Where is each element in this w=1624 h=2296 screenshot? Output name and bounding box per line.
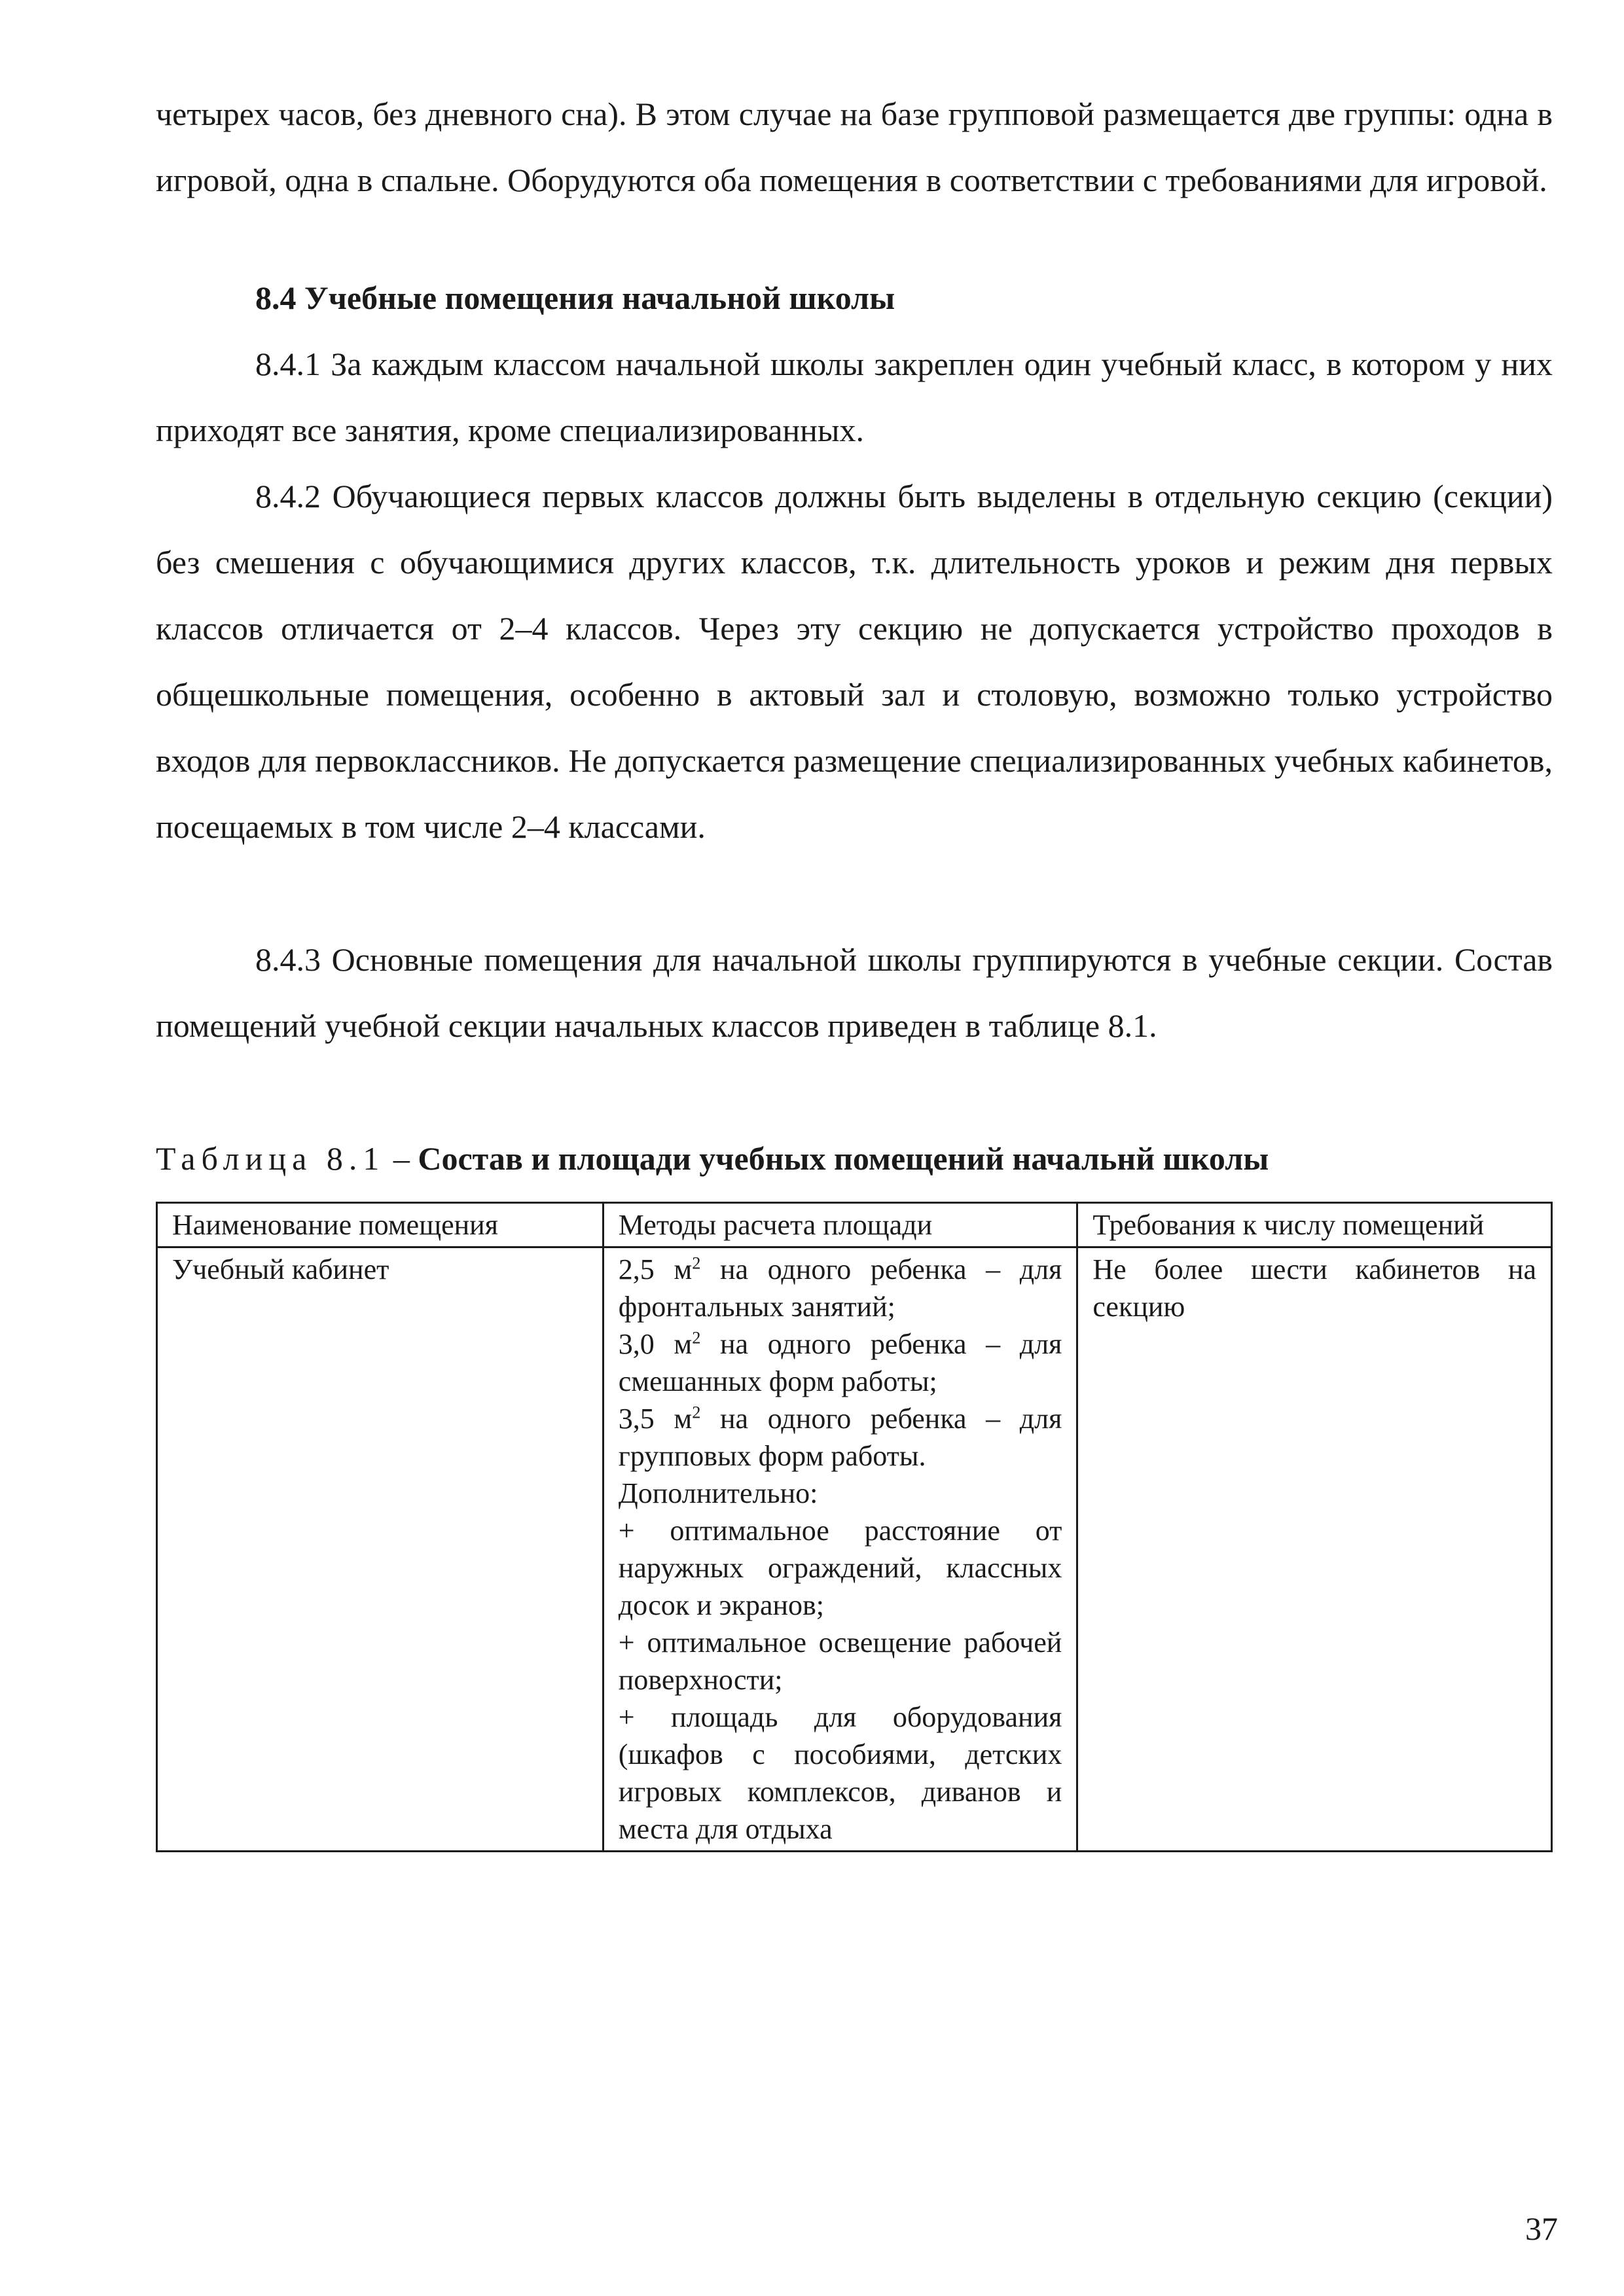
page-number: 37 [1525, 2210, 1558, 2247]
header-area-methods: Методы расчета площади [603, 1203, 1077, 1247]
section-heading: 8.4 Учебные помещения начальной школы [255, 279, 895, 316]
additional-distance: + оптимальное расстояние от наружных ограждений, классных досок и экранов; [618, 1515, 1062, 1621]
table-caption-label: Таблица 8.1 [156, 1140, 386, 1177]
header-room-name: Наименование помещения [157, 1203, 604, 1247]
method-mixed: 3,0 $м^2$ на одного ребенка – для смешанных форм работы; [618, 1327, 1062, 1397]
method-group: 3,5 $м^2$ на одного ребенка – для групповых форм работы. [618, 1402, 1062, 1472]
table-row [157, 1247, 1552, 1852]
additional-equipment-area: + площадь для оборудования (шкафов с пособиями, детских игровых комплексов, диванов и места для отдыха [618, 1701, 1062, 1845]
additional-lighting: + оптимальное освещение рабочей поверхности; [618, 1626, 1062, 1696]
paragraph-8-4-3: 8.4.3 Основные помещения для начальной школы группируются в учебные секции. Состав помещений учебной секции начальных классов приведен в таблице 8.1. [156, 941, 1553, 1044]
rooms-table [156, 1202, 1553, 1852]
paragraph-8-4-2: 8.4.2 Обучающиеся первых классов должны быть выделены в отдельную секцию (секции) без смешения с обучающимися других классов, т.к. длительность уроков и режим дня первых классов отличается от 2–4 классов. Через эту секцию не допускается устройство проходов в общешкольные помещения, особенно в актовый зал и столовую, возможно только устройство входов для первоклассников. Не допускается размещение специализированных учебных кабинетов, посещаемых в том числе 2–4 классами. [156, 478, 1553, 845]
paragraph-8-4-1: 8.4.1 За каждым классом начальной школы закреплен один учебный класс, в котором у них приходят все занятия, кроме специализированных. [156, 346, 1553, 448]
table-caption-title: Состав и площади учебных помещений начальнй школы [418, 1140, 1269, 1177]
additional-label: Дополнительно: [618, 1477, 818, 1509]
paragraph-continuation: четырех часов, без дневного сна). В этом случае на базе групповой размещается две группы: одна в игровой, одна в спальне. Оборудуются оба помещения в соответствии с требованиями для игровой. [156, 96, 1553, 198]
table-caption-dash: – [385, 1140, 418, 1177]
table-header-row [157, 1203, 1552, 1247]
table-caption [156, 1126, 1553, 1192]
cell-room-name: Учебный кабинет [157, 1247, 604, 1852]
cell-room-count-requirement: Не более шести кабинетов на секцию [1077, 1247, 1552, 1852]
header-room-count-requirements: Требования к числу помещений [1077, 1203, 1552, 1247]
method-frontal: 2,5 $м^2$ на одного ребенка – для фронтальных занятий; [618, 1253, 1062, 1323]
cell-area-methods [603, 1247, 1077, 1852]
